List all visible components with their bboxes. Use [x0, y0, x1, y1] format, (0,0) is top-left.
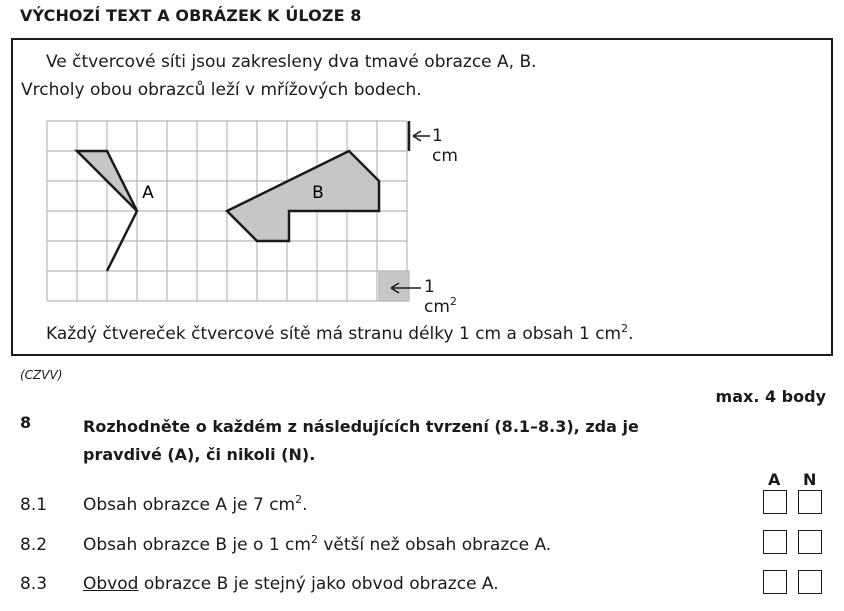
shape-b-label: B — [312, 183, 324, 203]
shape-a-label: A — [142, 183, 154, 203]
grid-figure-svg — [13, 40, 833, 340]
intro-line-1: Ve čtvercové síti jsou zakresleny dva tmavé obrazce A, B. — [46, 52, 537, 72]
checkbox-8-2-a[interactable] — [763, 530, 787, 554]
intro-line-2: Vrcholy obou obrazců leží v mřížových bodech. — [21, 80, 422, 100]
question-text: Rozhodněte o každém z následujících tvrzení (8.1–8.3), zda je pravdivé (A), či nikoli (N). — [83, 417, 639, 464]
shape-b — [227, 151, 379, 241]
item-statement — [83, 574, 499, 594]
checkbox-8-1-n[interactable] — [798, 490, 822, 514]
label-1cm2-sup: 2 — [449, 295, 457, 308]
item-text-pre: Obsah obrazce B je o 1 cm — [83, 535, 311, 555]
footnote-sup: 2 — [621, 322, 629, 335]
item-text-underlined: Obvod — [83, 574, 139, 594]
label-1cm2 — [424, 277, 457, 317]
checkbox-8-1-a[interactable] — [763, 490, 787, 514]
column-header-a: A — [768, 470, 781, 489]
checkbox-8-3-n[interactable] — [798, 570, 822, 594]
item-text-post: větší než obsah obrazce A. — [317, 535, 552, 555]
item-number: 8.3 — [20, 574, 48, 594]
footnote-end: . — [628, 324, 634, 344]
grid-footnote — [46, 324, 634, 344]
max-points: max. 4 body — [715, 387, 826, 406]
source-text-box — [11, 38, 833, 356]
item-statement — [83, 495, 308, 515]
footnote-text: Každý čtvereček čtvercové sítě má stranu délky 1 cm a obsah 1 cm — [46, 324, 622, 344]
checkbox-8-3-a[interactable] — [763, 570, 787, 594]
label-1cm: 1 cm — [432, 126, 458, 166]
section-heading: VÝCHOZÍ TEXT A OBRÁZEK K ÚLOZE 8 — [20, 6, 362, 25]
label-1cm2-text: 1 cm — [424, 277, 450, 317]
item-text-sup: 2 — [310, 533, 318, 546]
question-number: 8 — [20, 413, 32, 432]
item-text-sup: 2 — [295, 493, 303, 506]
item-statement — [83, 535, 551, 555]
item-text-rest: obrazce B je stejný jako obvod obrazce A. — [138, 574, 499, 594]
item-number: 8.1 — [20, 495, 48, 515]
column-header-n: N — [803, 470, 817, 489]
checkbox-8-2-n[interactable] — [798, 530, 822, 554]
item-text-pre: Obsah obrazce A je 7 cm — [83, 495, 296, 515]
item-number: 8.2 — [20, 535, 48, 555]
source-note: (CZVV) — [20, 368, 63, 382]
item-text-post: . — [302, 495, 308, 515]
